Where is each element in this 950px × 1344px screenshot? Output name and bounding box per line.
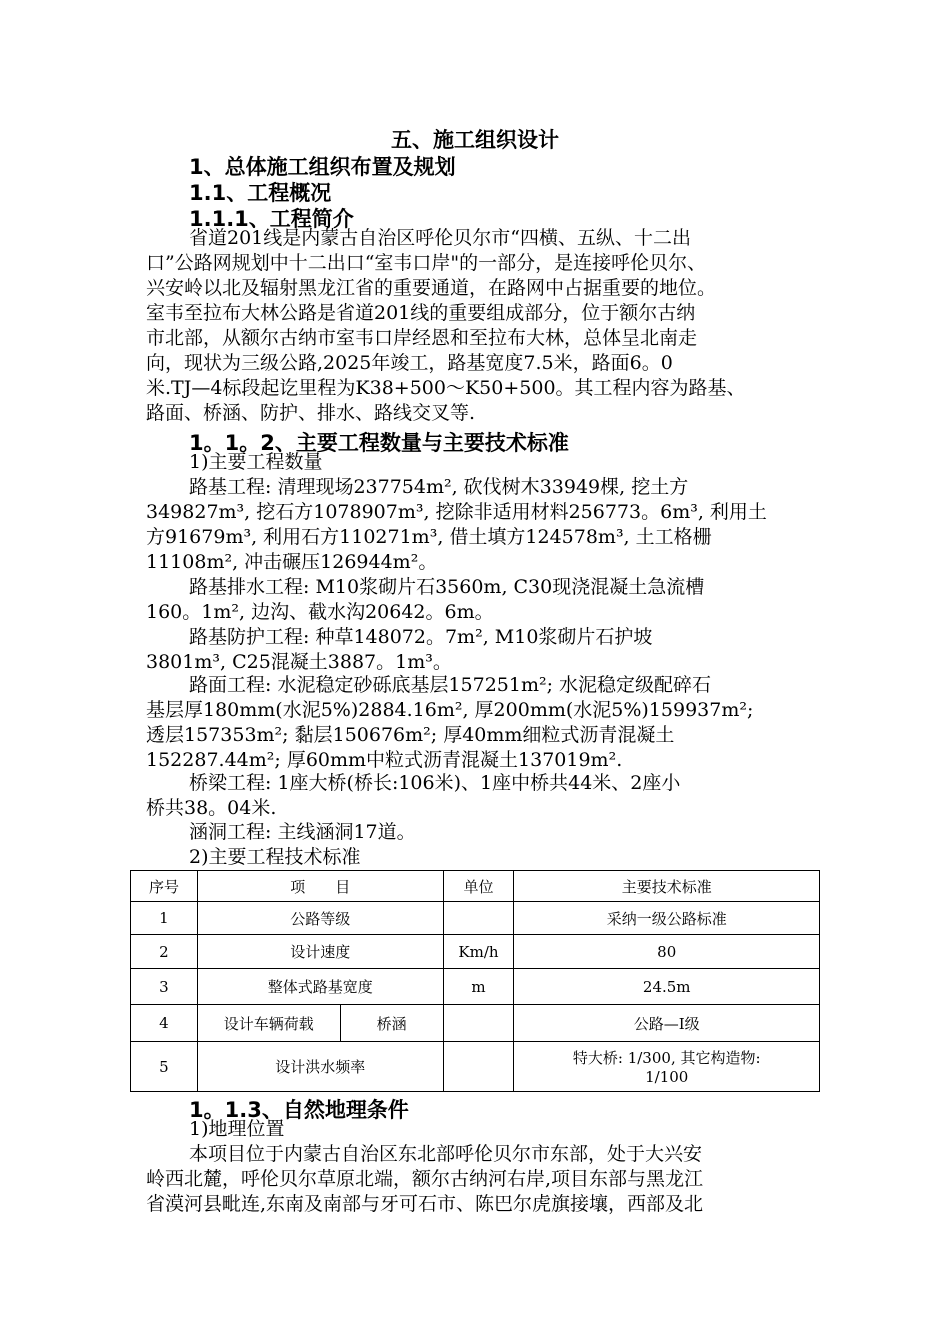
text-line: 省道201线是内蒙古自治区呼伦贝尔市“四横、五纵、十二出 <box>189 227 691 249</box>
table-cell-line: 1/100 <box>645 1068 689 1086</box>
table-cell: 4 <box>131 1005 198 1042</box>
intro-paragraph <box>146 226 806 426</box>
text-line: 11108m², 冲击碾压126944m²。 <box>146 551 438 573</box>
text-line: 桥共38。04米. <box>146 797 277 819</box>
table-cell-line: 特大桥: 1/300, 其它构造物: <box>572 1049 761 1067</box>
table-cell: 2 <box>131 935 198 969</box>
table-cell: 设计洪水频率 <box>197 1042 443 1092</box>
table-cell: 设计车辆荷载 <box>197 1005 340 1042</box>
table-cell <box>443 1005 514 1042</box>
table-cell: m <box>443 969 514 1005</box>
heading-1-1-3: 1。1.3、自然地理条件 <box>189 1098 409 1122</box>
header-cell: 序号 <box>131 871 198 902</box>
text-line: 省漠河县毗连,东南及南部与牙可石市、陈巴尔虎旗接壤，西部及北 <box>146 1193 704 1215</box>
text-line: 路面工程: 水泥稳定砂砾底基层157251m²; 水泥稳定级配碎石 <box>189 674 712 696</box>
table-cell: 桥涵 <box>340 1005 443 1042</box>
text-line: 方91679m³, 利用石方110271m³, 借土填方124578m³, 土工格栅 <box>146 526 712 548</box>
table-cell: 24.5m <box>514 969 820 1005</box>
table-row <box>131 935 820 969</box>
table-cell: 80 <box>514 935 820 969</box>
text-line: 路面、桥涵、防护、排水、路线交叉等. <box>146 402 476 424</box>
table-cell <box>514 1042 820 1092</box>
text-line: 路基排水工程: M10浆砌片石3560m, C30现浇混凝土急流槽 <box>189 576 705 598</box>
text-line: 桥梁工程: 1座大桥(桥长:106米)、1座中桥共44米、2座小 <box>189 772 681 794</box>
table-row <box>131 902 820 935</box>
table-cell: 采纳一级公路标准 <box>514 902 820 935</box>
table-cell: 3 <box>131 969 198 1005</box>
text-line: 室韦至拉布大林公路是省道201线的重要组成部分，位于额尔古纳 <box>146 302 696 324</box>
subheading-standards <box>146 845 806 870</box>
text-line: 2)主要工程技术标准 <box>189 846 361 868</box>
standards-table <box>130 870 820 1092</box>
heading-1-1-1: 1.1.1、工程简介 <box>189 207 354 231</box>
header-cell: 项 目 <box>197 871 443 902</box>
protection-paragraph <box>146 625 806 675</box>
geography-paragraph <box>146 1142 806 1217</box>
text-line: 1)主要工程数量 <box>189 451 323 473</box>
table-cell <box>443 1042 514 1092</box>
table-cell: 设计速度 <box>197 935 443 969</box>
table-header-row <box>131 871 820 902</box>
table-cell: 5 <box>131 1042 198 1092</box>
text-line: 口”公路网规划中十二出口“室韦口岸"的一部分，是连接呼伦贝尔、 <box>146 252 707 274</box>
text-line: 岭西北麓，呼伦贝尔草原北端，额尔古纳河右岸,项目东部与黑龙江 <box>146 1168 704 1190</box>
table-row <box>131 969 820 1005</box>
culvert-paragraph <box>146 820 806 845</box>
header-cell: 单位 <box>443 871 514 902</box>
text-line: 1)地理位置 <box>189 1118 285 1140</box>
roadbed-paragraph <box>146 475 806 575</box>
subheading-location <box>146 1117 806 1142</box>
text-line: 市北部，从额尔古纳市室韦口岸经恩和至拉布大林，总体呈北南走 <box>146 327 698 349</box>
table-cell: 公路等级 <box>197 902 443 935</box>
table-cell: Km/h <box>443 935 514 969</box>
table-cell <box>443 902 514 935</box>
text-line: 路基工程: 清理现场237754m², 砍伐树木33949棵, 挖土方 <box>189 476 689 498</box>
text-line: 152287.44m²; 厚60mm中粒式沥青混凝土137019m². <box>146 749 623 771</box>
text-line: 向，现状为三级公路,2025年竣工，路基宽度7.5米，路面6。0 <box>146 352 673 374</box>
text-line: 160。1m², 边沟、截水沟20642。6m。 <box>146 601 494 623</box>
table-cell: 公路—I级 <box>514 1005 820 1042</box>
heading-1-1-2: 1。1。2、主要工程数量与主要技术标准 <box>189 431 569 455</box>
subheading-quantities <box>146 450 806 475</box>
pavement-paragraph <box>146 673 806 773</box>
text-line: 基层厚180mm(水泥5%)2884.16m², 厚200mm(水泥5%)159937m²; <box>146 699 754 721</box>
text-line: 兴安岭以北及辐射黑龙江省的重要通道，在路网中占据重要的地位。 <box>146 277 717 299</box>
table-row <box>131 1042 820 1092</box>
heading-1-1: 1.1、工程概况 <box>189 181 332 205</box>
table-cell: 1 <box>131 902 198 935</box>
bridge-paragraph <box>146 771 806 821</box>
text-line: 3801m³, C25混凝土3887。1m³。 <box>146 651 452 673</box>
text-line: 涵洞工程: 主线涵洞17道。 <box>189 821 416 843</box>
page-title: 五、施工组织设计 <box>391 128 559 152</box>
header-cell: 主要技术标准 <box>514 871 820 902</box>
text-line: 透层157353m²; 黏层150676m²; 厚40mm细粒式沥青混凝土 <box>146 724 675 746</box>
table-cell: 整体式路基宽度 <box>197 969 443 1005</box>
text-line: 路基防护工程: 种草148072。7m², M10浆砌片石护坡 <box>189 626 653 648</box>
table-row <box>131 1005 820 1042</box>
text-line: 本项目位于内蒙古自治区东北部呼伦贝尔市东部，处于大兴安 <box>189 1143 703 1165</box>
text-line: 349827m³, 挖石方1078907m³, 挖除非适用材料256773。6m³, 利用土 <box>146 501 767 523</box>
text-line: 米.TJ—4标段起讫里程为K38+500～K50+500。其工程内容为路基、 <box>146 377 746 399</box>
drainage-paragraph <box>146 575 806 625</box>
heading-1: 1、总体施工组织布置及规划 <box>189 155 456 179</box>
